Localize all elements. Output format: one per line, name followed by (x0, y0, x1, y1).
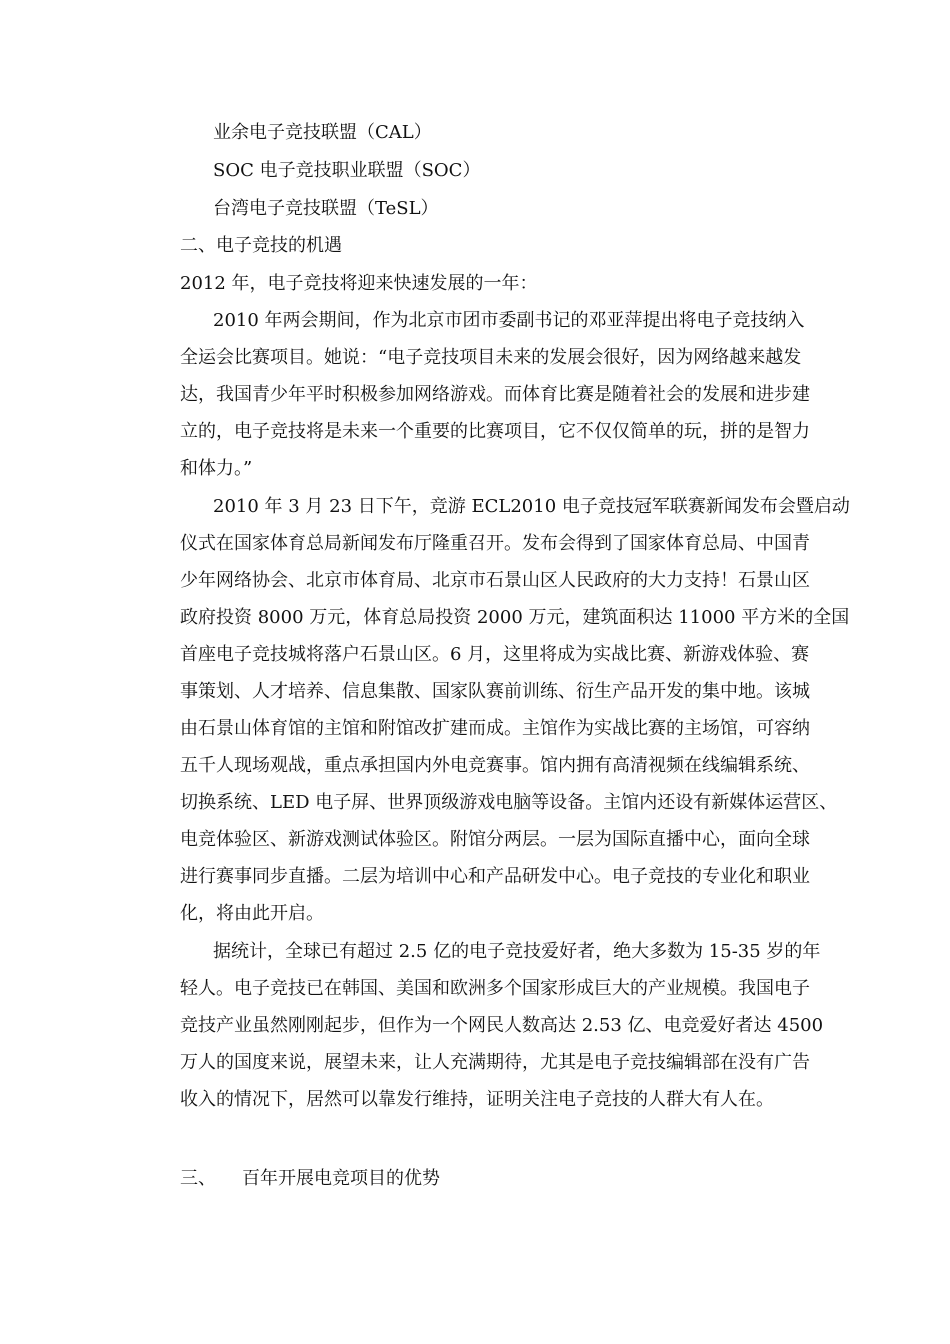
section-number: 三、 (180, 1168, 216, 1189)
paragraph-line: 化，将由此开启。 (180, 903, 324, 924)
list-item: 台湾电子竞技联盟（TeSL） (213, 198, 439, 219)
list-item: 业余电子竞技联盟（CAL） (213, 122, 432, 143)
paragraph-line: 据统计，全球已有超过 2.5 亿的电子竞技爱好者，绝大多数为 15-35 岁的年 (213, 941, 821, 962)
paragraph-line: 竞技产业虽然刚刚起步，但作为一个网民人数高达 2.53 亿、电竞爱好者达 4500 (180, 1015, 824, 1036)
section-intro: 2012 年，电子竞技将迎来快速发展的一年： (180, 273, 538, 294)
paragraph-line: 仪式在国家体育总局新闻发布厅隆重召开。发布会得到了国家体育总局、中国青 (180, 533, 810, 554)
list-item: SOC 电子竞技职业联盟（SOC） (213, 160, 481, 181)
paragraph-line: 达，我国青少年平时积极参加网络游戏。而体育比赛是随着社会的发展和进步建 (180, 384, 810, 405)
paragraph-line: 政府投资 8000 万元，体育总局投资 2000 万元，建筑面积达 11000 平方米的全国 (180, 607, 850, 628)
paragraph-line: 切换系统、LED 电子屏、世界顶级游戏电脑等设备。主馆内还设有新媒体运营区、 (180, 792, 838, 813)
paragraph-line: 2010 年 3 月 23 日下午，竞游 ECL2010 电子竞技冠军联赛新闻发布会暨启动 (213, 496, 850, 517)
paragraph-line: 首座电子竞技城将落户石景山区。6 月，这里将成为实战比赛、新游戏体验、赛 (180, 644, 810, 665)
paragraph-line: 和体力。” (180, 458, 253, 479)
section-heading: 百年开展电竞项目的优势 (242, 1168, 440, 1189)
paragraph-line: 电竞体验区、新游戏测试体验区。附馆分两层。一层为国际直播中心，面向全球 (180, 829, 810, 850)
paragraph-line: 由石景山体育馆的主馆和附馆改扩建而成。主馆作为实战比赛的主场馆，可容纳 (180, 718, 810, 739)
paragraph-line: 事策划、人才培养、信息集散、国家队赛前训练、衍生产品开发的集中地。该城 (180, 681, 810, 702)
paragraph-line: 轻人。电子竞技已在韩国、美国和欧洲多个国家形成巨大的产业规模。我国电子 (180, 978, 810, 999)
section-heading: 二、电子竞技的机遇 (180, 235, 342, 256)
paragraph-line: 少年网络协会、北京市体育局、北京市石景山区人民政府的大力支持！石景山区 (180, 570, 810, 591)
paragraph-line: 全运会比赛项目。她说：“电子竞技项目未来的发展会很好，因为网络越来越发 (180, 347, 802, 368)
paragraph-line: 收入的情况下，居然可以靠发行维持，证明关注电子竞技的人群大有人在。 (180, 1089, 774, 1110)
paragraph-line: 进行赛事同步直播。二层为培训中心和产品研发中心。电子竞技的专业化和职业 (180, 866, 810, 887)
paragraph-line: 2010 年两会期间，作为北京市团市委副书记的邓亚萍提出将电子竞技纳入 (213, 310, 805, 331)
paragraph-line: 立的，电子竞技将是未来一个重要的比赛项目，它不仅仅简单的玩，拼的是智力 (180, 421, 810, 442)
paragraph-line: 万人的国度来说，展望未来，让人充满期待，尤其是电子竞技编辑部在没有广告 (180, 1052, 810, 1073)
paragraph-line: 五千人现场观战，重点承担国内外电竞赛事。馆内拥有高清视频在线编辑系统、 (180, 755, 810, 776)
